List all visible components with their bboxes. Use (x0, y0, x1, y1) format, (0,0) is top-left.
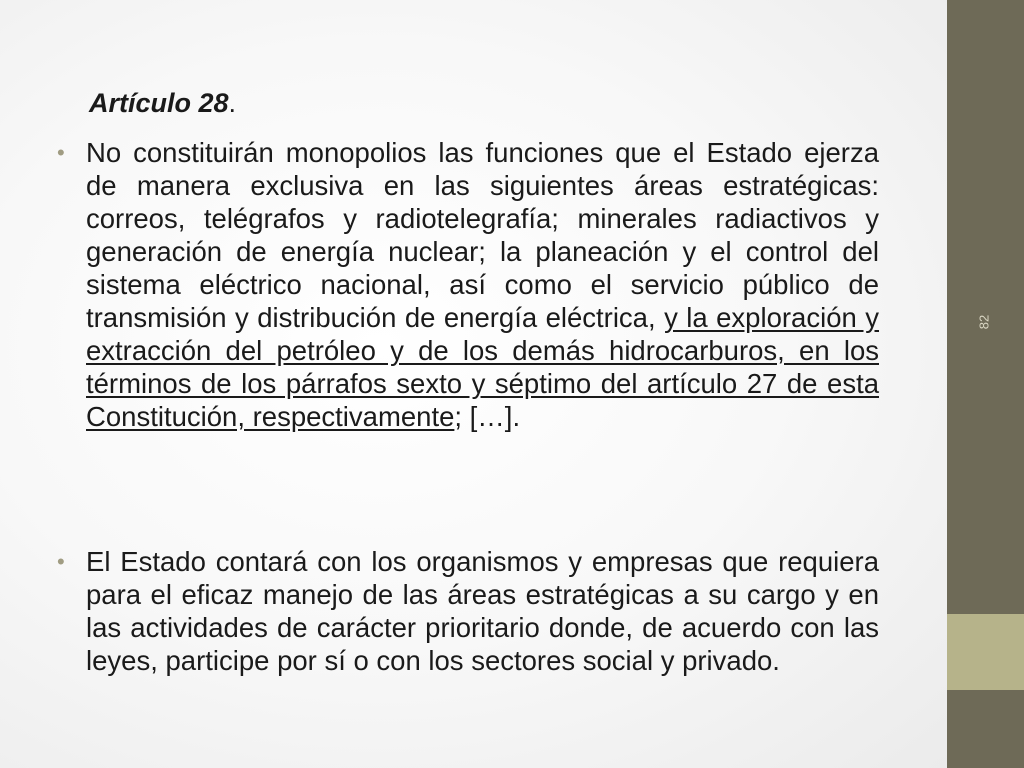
bullet-icon: • (57, 549, 65, 574)
article-title-text: Artículo 28 (89, 88, 229, 118)
paragraph-1-underlined-text: y la exploración y extracción del petróleo y de los demás hidrocarburos, en los términos de los párrafos sexto y séptimo del artículo 27 de esta Constitución, respectivamente (86, 302, 879, 432)
paragraph-1 (86, 136, 879, 433)
sidebar-accent-block (947, 614, 1024, 690)
article-title (89, 86, 236, 120)
paragraph-2: El Estado contará con los organismos y empresas que requiera para el eficaz manejo de las áreas estratégicas a su cargo y en las actividades de carácter prioritario donde, de acuerdo con las leyes, participe por sí o con los sectores social y privado. (86, 546, 879, 676)
article-title-dot: . (228, 88, 237, 118)
page-number: 82 (976, 314, 992, 330)
paragraph-1-text-start: No constituirán monopolios las funciones que el Estado ejerza de manera exclusiva en las siguientes áreas estratégicas: correos, telégrafos y radiotelegrafía; minerales radiactivos y generación de energía nuclear; la planeación y el control del sistema eléctrico nacional, así como el servicio público de transmisión y distribución de energía eléctrica, (86, 137, 879, 333)
bullet-icon: • (57, 140, 65, 165)
paragraph-1-text-end: ; […]. (454, 401, 521, 432)
